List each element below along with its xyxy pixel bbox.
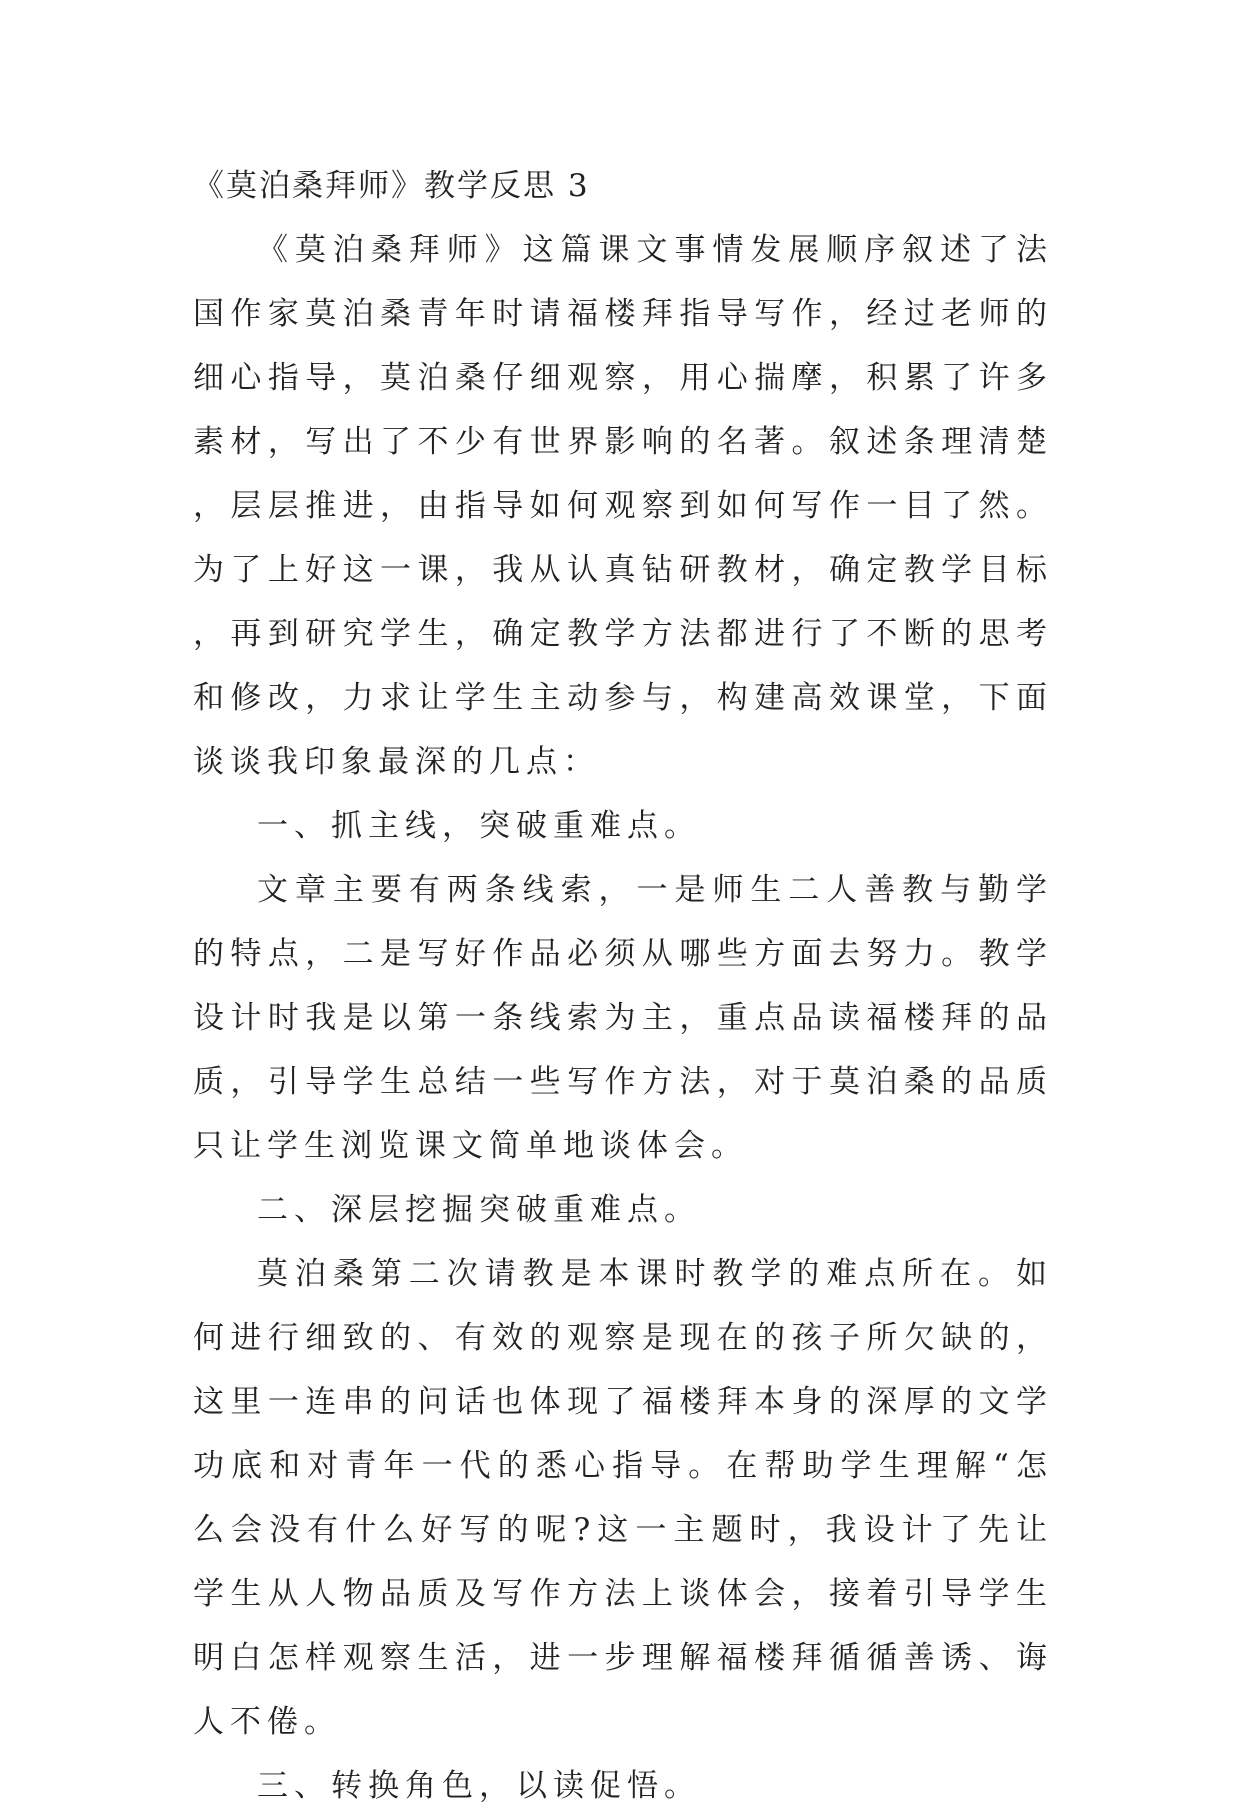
section-heading-1: 一、抓主线，突破重难点。 [257, 808, 701, 844]
document-body [193, 218, 1053, 1818]
paragraph-section-2: 莫泊桑第二次请教是本课时教学的难点所在。如何进行细致的、有效的观察是现在的孩子所欠缺的，这里一连串的问话也体现了福楼拜本身的深厚的文学功底和对青年一代的悉心指导。在帮助学生理解“怎么会没有什么好写的呢?这一主题时，我设计了先让学生从人物品质及写作方法上谈体会，接着引导学生明白怎样观察生活，进一步理解福楼拜循循善诱、诲人不倦。 [193, 1256, 1053, 1740]
section-heading-3: 三、转换角色，以读促悟。 [257, 1768, 701, 1804]
document-title: 《莫泊桑拜师》教学反思 3 [193, 168, 590, 204]
paragraph-section-1: 文章主要有两条线索，一是师生二人善教与勤学的特点，二是写好作品必须从哪些方面去努力。教学设计时我是以第一条线索为主，重点品读福楼拜的品质，引导学生总结一些写作方法，对于莫泊桑的品质只让学生浏览课文简单地谈体会。 [193, 872, 1053, 1164]
paragraph-intro: 《莫泊桑拜师》这篇课文事情发展顺序叙述了法国作家莫泊桑青年时请福楼拜指导写作，经过老师的细心指导，莫泊桑仔细观察，用心揣摩，积累了许多素材，写出了不少有世界影响的名著。叙述条理清楚，层层推进，由指导如何观察到如何写作一目了然。为了上好这一课，我从认真钻研教材，确定教学目标，再到研究学生，确定教学方法都进行了不断的思考和修改，力求让学生主动参与，构建高效课堂，下面谈谈我印象最深的几点： [193, 232, 1053, 780]
section-heading-2: 二、深层挖掘突破重难点。 [257, 1192, 701, 1228]
